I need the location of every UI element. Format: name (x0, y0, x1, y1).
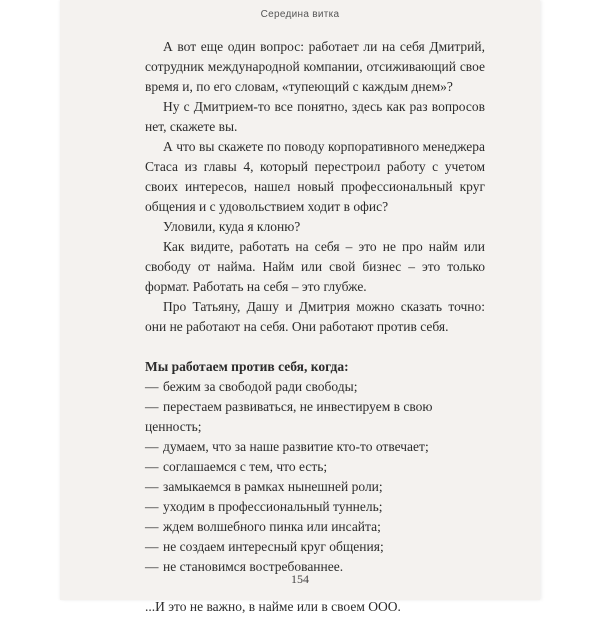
dash-marker: — (145, 539, 159, 554)
list-item-text: думаем, что за наше развитие кто-то отвечает; (163, 439, 429, 454)
paragraph: Как видите, работать на себя – это не про найм или свободу от найма. Найм или свой бизнес – это только формат. Работать на себя – это глубже. (145, 239, 485, 294)
paragraph: А что вы скажете по поводу корпоративного менеджера Стаса из главы 4, который перестроил работу с учетом своих интересов, нашел новый профессиональный круг общения и с удовольствием ходит в офис? (145, 139, 485, 214)
list-title: Мы работаем против себя, когда: (145, 359, 349, 374)
dash-marker: — (145, 379, 159, 394)
list-item (145, 377, 485, 397)
dash-marker: — (145, 559, 159, 574)
paragraph: Ну с Дмитрием-то все понятно, здесь как раз вопросов нет, скажете вы. (145, 99, 485, 134)
paragraph: Про Татьяну, Дашу и Дмитрия можно сказать точно: они не работают на себя. Они работают против себя. (145, 299, 485, 334)
list-item-text: перестаем развиваться, не инвестируем в свою ценность; (145, 399, 433, 434)
list-item-text: замыкаемся в рамках нынешней роли; (163, 479, 383, 494)
list-item (145, 457, 485, 477)
list-item (145, 517, 485, 537)
dash-marker: — (145, 499, 159, 514)
list-item (145, 397, 485, 437)
list-item (145, 477, 485, 497)
dash-marker: — (145, 399, 159, 414)
dash-marker: — (145, 519, 159, 534)
bullet-list (145, 377, 485, 577)
list-item-text: не становимся востребованнее. (163, 559, 344, 574)
list-item-text: не создаем интересный круг общения; (163, 539, 384, 554)
dash-marker: — (145, 479, 159, 494)
text-block (145, 37, 485, 617)
list-item-text: ждем волшебного пинка или инсайта; (163, 519, 381, 534)
page-number: 154 (291, 572, 309, 586)
list-item (145, 497, 485, 517)
paragraph: А вот еще один вопрос: работает ли на себя Дмитрий, сотрудник международной компании, отсиживающий свое время и, по его словам, «тупеющий с каждым днем»? (145, 39, 485, 94)
book-page (60, 0, 540, 614)
paragraph: Уловили, куда я клоню? (163, 219, 301, 234)
list-item (145, 537, 485, 557)
closing-line: ...И это не важно, в найме или в своем ООО. (145, 599, 401, 614)
list-item (145, 437, 485, 457)
running-head: Середина витка (260, 9, 340, 20)
list-item-text: бежим за свободой ради свободы; (163, 379, 358, 394)
dash-marker: — (145, 439, 159, 454)
list-item-text: уходим в профессиональный туннель; (163, 499, 383, 514)
dash-marker: — (145, 459, 159, 474)
section-gap (145, 337, 485, 357)
list-item-text: соглашаемся с тем, что есть; (163, 459, 328, 474)
